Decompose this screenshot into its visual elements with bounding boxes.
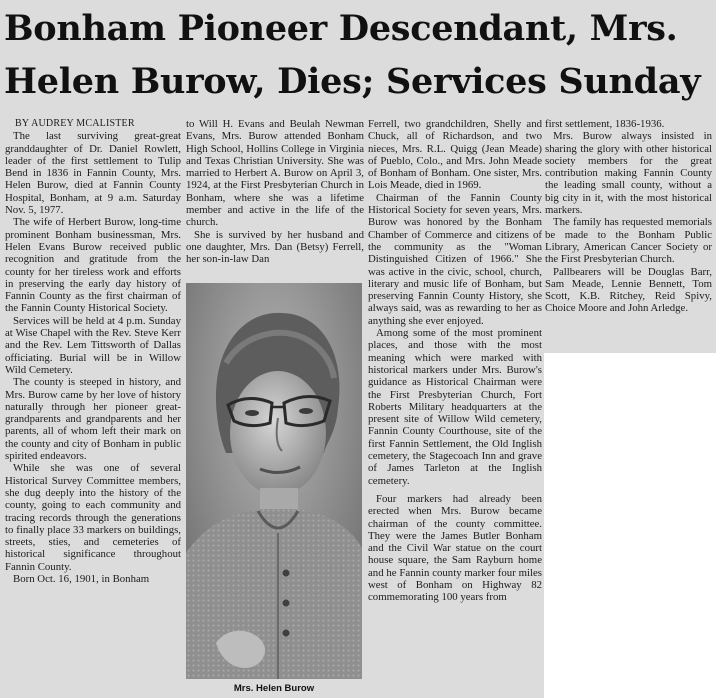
paragraph: The wife of Herbert Burow, long-time prominent Bonham businessman, Mrs. Helen Evans Burow received public recognition and gratitude from the county for her tireless work and efforts in preserving the early day history of Fannin County as the first chairman of the Fannin County Historical Society.	[5, 216, 181, 315]
article-column-4	[545, 118, 712, 350]
paragraph: The county is steeped in history, and Mrs. Burow came by her love of history naturally through her pioneer great-grandparents and grandparents and her parents, all of whom left their mark on the county and city of Bonham in public spirited endeavors.	[5, 376, 181, 463]
paragraph: Mrs. Burow always insisted in sharing the glory with other historical society members for the great contribution making Fannin County the leading small county, without a big city in it, with the most historical markers.	[545, 130, 712, 217]
paragraph: Four markers had already been erected when Mrs. Burow became chairman of the county committee. They were the James Butler Bonham and the Civil War statue on the court house square, the Sam Rayburn home and he Fannin county marker four miles west of Bonham on Highway 82 commemorating 100 years from	[368, 492, 542, 604]
paragraph: Ferrell, two grandchildren, Shelly and Chuck, all of Richardson, and two nieces, Mrs. R.L. Quigg (Jean Meade) of Pueblo, Colo., and Mrs. John Meade of Bonham of Bonham. One sister, Mrs. Lois Meade, died in 1969.	[368, 118, 542, 192]
paragraph: Among some of the most prominent places, and those with the most meaning which were marked with historical markers under Mrs. Burow's guidance as Historical Chairman were the First Presbyterian Church, Fort Roberts Military headquarters at the present site of Willow Wild cemetery, Fannin County Courthouse, site of the first Fannin Settlement, the Old Inglish cemetery, the Stagecoach Inn and grave of James Tarleton at the Inglish cemetery.	[368, 327, 542, 487]
article-column-2	[186, 118, 364, 266]
headline-line-1: Bonham Pioneer Descendant, Mrs.	[4, 8, 678, 49]
portrait-image	[186, 283, 362, 679]
paragraph: The family has requested memorials be made to the Bonham Public Library, American Cancer Society or the First Presbyterian Church.	[545, 216, 712, 266]
paragraph: Born Oct. 16, 1901, in Bonham	[13, 572, 150, 585]
paragraph: to Will H. Evans and Beulah Newman Evans, Mrs. Burow attended Bonham High School, Hollins College in Virginia and Texas Christian University. She was married to Herbert A. Burow on April 3, 1924, at the First Presbyterian Church in Bonham, where she was a lifetime member and active in the life of the church.	[186, 118, 364, 229]
article-column-3	[368, 118, 542, 698]
paragraph: She is survived by her husband and one daughter, Mrs. Dan (Betsy) Ferrell, her son-in-law Dan	[186, 228, 364, 266]
headline-line-2: Helen Burow, Dies; Services Sunday	[4, 61, 701, 102]
photo-caption: Mrs. Helen Burow	[233, 683, 315, 694]
article-column-1	[5, 118, 181, 698]
byline: BY AUDREY MCALISTER	[15, 118, 135, 129]
paragraph: While she was one of several Historical Survey Committee members, she dug deeply into the history of the county, going to each community and tracing records through the generations to finally place 33 markers on buildings, streets, sties, and cemeteries of historical significance throughout Fannin County.	[5, 462, 181, 573]
headline	[4, 2, 712, 108]
paragraph: Pallbearers will be Douglas Barr, Sam Meade, Lennie Bennett, Tom Scott, K.B. Ritchey, Reid Spivy, Choice Moore and John Arledge.	[545, 265, 712, 315]
paragraph: The last surviving great-great granddaughter of Dr. Daniel Rowlett, leader of the first settlement to Tulip Bend in 1836 in Fannin County, Mrs. Helen Burow, died at Fannin County Hospital, Bonham, at 9 a.m. Saturday Nov. 5, 1977.	[5, 130, 181, 217]
portrait-photo	[186, 283, 362, 679]
paragraph: Chairman of the Fannin County Historical Society for seven years, Mrs. Burow was honored by the Bonham Chamber of Commerce and citizens of the community as the "Woman Distinguished Citizen of 1966." She was active in the civic, school, church, literary and music life of Bonham, but preserving Fannin County History, she always said, was as rewarding to her as anything she ever enjoyed.	[368, 191, 542, 327]
blank-area	[544, 353, 716, 698]
paragraph: first settlement, 1836-1936.	[545, 118, 665, 130]
paragraph: Services will be held at 4 p.m. Sunday at Wise Chapel with the Rev. Steve Kerr and the Rev. Lem Tittsworth of Dallas officiating. Burial will be in Willow Wild Cemetery.	[5, 314, 181, 376]
